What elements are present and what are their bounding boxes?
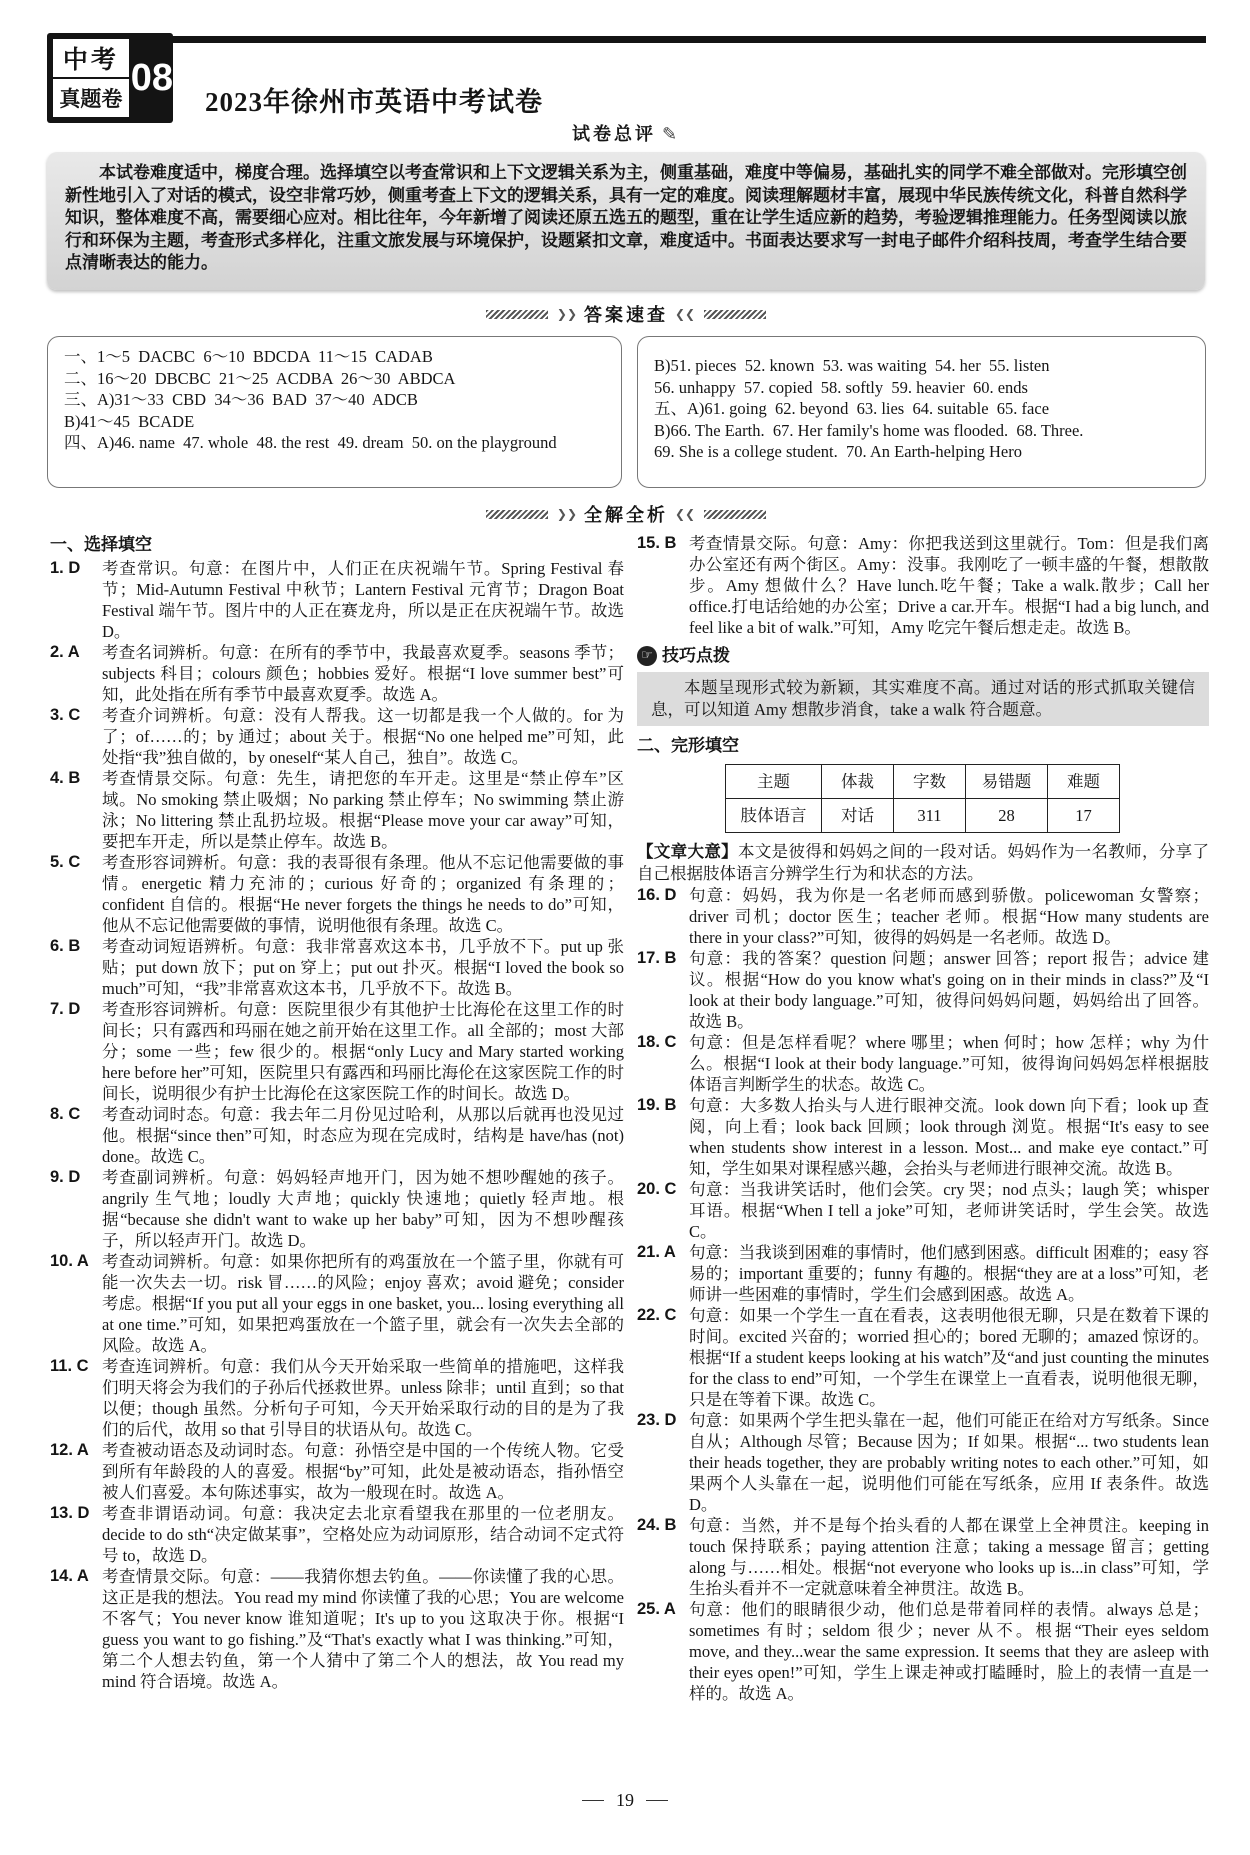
answer-line: 二、16～20 DBCBC 21～25 ACDBA 26～30 ABDCA: [64, 368, 456, 388]
item-number: 5. C: [50, 853, 81, 871]
item-number: 21. A: [637, 1243, 676, 1261]
answer-line: 69. She is a college student. 70. An Earth-helping Hero: [654, 442, 1022, 462]
item-number: 2. A: [50, 643, 80, 661]
item-number: 7. D: [50, 1000, 81, 1018]
item-number: 18. C: [637, 1033, 677, 1051]
item-number: 11. C: [50, 1357, 89, 1375]
explanation-item: [637, 1095, 1209, 1179]
summary-text: 本文是彼得和妈妈之间的一段对话。妈妈作为一名教师，分享了自己根据肢体语言分辨学生行为和状态的方法。: [637, 842, 1209, 883]
item-number: 3. C: [50, 706, 81, 724]
badge-number: 08: [130, 56, 173, 99]
item-text: 考查连词辨析。句意：我们从今天开始采取一些简单的措施吧，这样我们明天将会为我们的子孙后代拯救世界。unless 除非；until 直到；so that 以便；though 虽然。分析句子可知，今天开始采取行动的目的是为了我们的后代，故用 so that 引导目的状语从句。故选 C。: [102, 1357, 624, 1439]
item-text: 考查介词辨析。句意：没有人帮我。这一切都是我一个人做的。for 为了；of……的；by 通过；about 关于。根据“No one helped me”可知，此处指“我”独自做的，by oneself“某人自己，独自”。故选 C。: [102, 706, 624, 767]
item-text: 句意：但是怎样看呢？where 哪里；when 何时；how 怎样；why 为什么。根据“I look at their body language.”可知，彼得询问妈妈怎样根据肢体语言判断学生的状态。故选 C。: [689, 1033, 1209, 1094]
dash-decoration-right: [646, 1800, 668, 1802]
item-text: 考查名词辨析。句意：在所有的季节中，我最喜欢夏季。seasons 季节；subjects 科目；colours 颜色；hobbies 爱好。根据“I love summer best”可知，此处指在所有季节中最喜欢夏季。故选 A。: [102, 643, 624, 704]
section-heading-choice: 一、选择填空: [50, 535, 152, 554]
badge-bottom-text: 真题卷: [53, 77, 129, 117]
explanation-item: [637, 1599, 1209, 1704]
explanation-item: [50, 1251, 624, 1356]
explanation-item: [50, 558, 624, 642]
table-cell: 28: [966, 799, 1048, 833]
answer-line: B)41～45 BCADE: [64, 411, 195, 431]
review-text: 本试卷难度适中，梯度合理。选择填空以考查常识和上下文逻辑关系为主，侧重基础，难度中等偏易，基础扎实的同学不难全部做对。完形填空创新性地引入了对话的模式，设空非常巧妙，侧重考查上下文的逻辑关系，具有一定的难度。阅读理解题材丰富，展现中华民族传统文化，科普自然科学知识，整体难度不高，需要细心应对。相比往年，今年新增了阅读还原五选五的题型，重在让学生适应新的趋势，考验逻辑推理能力。任务型阅读以旅行和环保为主题，考查形式多样化，注重文旅发展与环境保护，设题紧扣文章，难度适中。书面表达要求写一封电子邮件介绍科技周，考查学生结合要点清晰表达的能力。: [65, 163, 1187, 272]
table-header-cell: 易错题: [966, 765, 1048, 799]
item-text: 考查形容词辨析。句意：医院里很少有其他护士比海伦在这里工作的时间长；只有露西和玛丽在她之前开始在这里工作。all 全部的；most 大部分；some 一些；few 很少的。根据“only Lucy and Mary started working here before her”可知，医院里只有露西和玛丽比海伦在这家医院工作的时间长，说明很少有护士比海伦在这家医院工作的时间长。故选 D。: [102, 1000, 624, 1103]
item-text: 句意：大多数人抬头与人进行眼神交流。look down 向下看；look up 查阅，向上看；look back 回顾；look through 浏览。根据“It's easy to see when students show interest in a lesson. Most... and make eye contact.”可知，学生如果对课程感兴趣，会抬头与老师进行眼神交流。故选 B。: [689, 1096, 1209, 1178]
item-number: 14. A: [50, 1567, 89, 1585]
answers-heading-bar: [47, 302, 1205, 326]
explanation-item: [50, 936, 624, 999]
explanation-item: [50, 1167, 624, 1251]
explanation-item: [637, 1179, 1209, 1242]
item-number: 22. C: [637, 1306, 677, 1324]
item-text: 考查动词时态。句意：我去年二月份见过哈利，从那以后就再也没见过他。根据“since then”可知，时态应为现在完成时，结构是 have/has (not) done。故选 C。: [102, 1105, 624, 1166]
item-number: 25. A: [637, 1600, 676, 1618]
header-rule: [170, 36, 1206, 43]
badge-label-box: [51, 37, 131, 119]
item-text: 句意：当我讲笑话时，他们会笑。cry 哭；nod 点头；laugh 笑；whisper 耳语。根据“When I tell a joke”可知，老师讲笑话时，学生会笑。故选 C。: [689, 1180, 1209, 1241]
answer-line: 三、A)31～33 CBD 34～36 BAD 37～40 ADCB: [64, 390, 418, 410]
explanation-item: [637, 1515, 1209, 1599]
item-text: 考查常识。句意：在图片中，人们正在庆祝端午节。Spring Festival 春节；Mid-Autumn Festival 中秋节；Lantern Festival 元宵节；Dragon Boat Festival 端午节。图片中的人正在赛龙舟，所以是正在庆祝端午节。故选 D。: [102, 559, 624, 641]
item-text: 考查情景交际。句意：先生，请把您的车开走。这里是“禁止停车”区域。No smoking 禁止吸烟；No parking 禁止停车；No swimming 禁止游泳；No littering 禁止乱扔垃圾。根据“Please move your car away”可知，要把车开走，所以是禁止停车。故选 B。: [102, 769, 624, 851]
item-number: 6. B: [50, 937, 81, 955]
review-label: 试卷总评: [571, 124, 656, 144]
explanation-item: [637, 1242, 1209, 1305]
pen-icon: ✎: [661, 124, 681, 144]
answer-line: B)51. pieces 52. known 53. was waiting 54. her 55. listen: [654, 356, 1050, 375]
item-number: 12. A: [50, 1441, 89, 1459]
summary-label: 【文章大意】: [637, 843, 738, 861]
explanation-item: [637, 1032, 1209, 1095]
tip-heading: [637, 644, 1209, 668]
table-header-row: [726, 765, 1120, 799]
table-cell: 17: [1048, 799, 1120, 833]
item-text: 考查非谓语动词。句意：我决定去北京看望我在那里的一位老朋友。decide to do sth“决定做某事”，空格处应为动词原形，结合动词不定式符号 to，故选 D。: [102, 1504, 624, 1565]
hatch-decoration-right: [704, 510, 766, 519]
explanation-item: [637, 885, 1209, 948]
item-number: 10. A: [50, 1252, 89, 1270]
analysis-heading-bar: [47, 502, 1205, 526]
table-header-cell: 字数: [894, 765, 966, 799]
hatch-decoration-left: [486, 310, 548, 319]
item-number: 24. B: [637, 1516, 677, 1534]
item-text: 句意：妈妈，我为你是一名老师而感到骄傲。policewoman 女警察；driver 司机；doctor 医生；teacher 老师。根据“How many students are there in your class?”可知，彼得的妈妈是一名老师。故选 D。: [689, 886, 1209, 947]
page-title: 2023年徐州市英语中考试卷: [205, 87, 543, 117]
item-text: 考查被动语态及动词时态。句意：孙悟空是中国的一个传统人物。它受到所有年龄段的人的喜爱。根据“by”可知，此处是被动语态，指孙悟空被人们喜爱。本句陈述事实，故为一般现在时。故选 A。: [102, 1441, 624, 1502]
analysis-heading: 全解全析: [584, 505, 668, 525]
explanation-item: [50, 705, 624, 768]
explanation-item: [50, 1503, 624, 1566]
item-number: 15. B: [637, 534, 677, 552]
answer-line: B)66. The Earth. 67. Her family's home was flooded. 68. Three.: [654, 420, 1084, 440]
explanation-item: [637, 1305, 1209, 1410]
item-number: 13. D: [50, 1504, 90, 1522]
item-number: 8. C: [50, 1105, 81, 1123]
explanation-item: [637, 533, 1209, 638]
table-row: [726, 799, 1120, 833]
hatch-decoration-right: [704, 310, 766, 319]
chevron-left-icon: ❮❮: [675, 307, 696, 321]
answer-key-left: [47, 336, 622, 488]
item-text: 句意：当然，并不是每个抬头看的人都在课堂上全神贯注。keeping in touch 保持联系；paying attention 注意；taking a message 留言；getting along 与……相处。根据“not everyone who looks up is...in class”可知，学生抬头看并不一定就意味着全神贯注。故选 B。: [689, 1516, 1209, 1598]
item-number: 16. D: [637, 886, 677, 904]
item-number: 19. B: [637, 1096, 677, 1114]
chevron-right-icon: ❯❯: [556, 307, 577, 321]
explanation-item: [50, 642, 624, 705]
item-text: 句意：如果两个学生把头靠在一起，他们可能正在给对方写纸条。Since 自从；Although 尽管；Because 因为；If 如果。根据“... two students lean their heads together, they are probably writing notes to each other.”可知，如果两个人头靠在一起，说明他们可能在写纸条，应用 If 表条件。故选 D。: [689, 1411, 1209, 1514]
answer-line: 四、A)46. name 47. whole 48. the rest 49. dream 50. on the playground: [64, 433, 557, 453]
answer-line: 56. unhappy 57. copied 58. softly 59. heavier 60. ends: [654, 377, 1028, 397]
table-cell: 311: [894, 799, 966, 833]
chevron-right-icon: ❯❯: [556, 507, 577, 521]
item-number: 23. D: [637, 1411, 677, 1429]
hatch-decoration-left: [486, 510, 548, 519]
section-heading-cloze: 二、完形填空: [637, 736, 739, 755]
page-number: 19: [616, 1790, 634, 1810]
review-box: [47, 152, 1205, 290]
item-number: 1. D: [50, 559, 81, 577]
review-heading: [47, 120, 1205, 146]
pointing-hand-icon: ☞: [637, 646, 657, 666]
badge-top-text: 中考: [62, 46, 119, 74]
item-number: 4. B: [50, 769, 81, 787]
explanation-item: [50, 1356, 624, 1440]
explanation-item: [50, 999, 624, 1104]
item-text: 考查情景交际。句意：——我猜你想去钓鱼。——你读懂了我的心思。这正是我的想法。You read my mind 你读懂了我的心思；You are welcome 不客气；You never know 谁知道呢；It's up to you 这取决于你。根据“I guess you want to go fishing.”及“That's exactly what I was thinking.”可知，第二个人想去钓鱼，第一个人猜中了第二个人的想法，故 You read my mind 符合语境。故选 A。: [102, 1567, 624, 1691]
table-header-cell: 难题: [1048, 765, 1120, 799]
item-text: 句意：我的答案？question 问题；answer 回答；report 报告；advice 建议。根据“How do you know what's going on in their minds in class?”及“I look at their body language.”可知，彼得问妈妈问题，妈妈给出了回答。故选 B。: [689, 949, 1209, 1031]
passage-info-table: [725, 764, 1120, 833]
item-text: 考查情景交际。句意：Amy：你把我送到这里就行。Tom：但是我们离办公室还有两个街区。Amy：没事。我刚吃了一顿丰盛的午餐，想散散步。Amy 想做什么？Have lunch.吃午餐；Take a walk.散步；Call her office.打电话给她的办公室；Drive a car.开车。根据“I had a big lunch, and feel like a bit of walk.”可知，Amy 吃完午餐后想走走。故选 B。: [689, 534, 1209, 637]
explanation-item: [50, 852, 624, 936]
tip-box: 本题呈现形式较为新颖，其实难度不高。通过对话的形式抓取关键信息，可以知道 Amy 想散步消食，take a walk 符合题意。: [637, 672, 1209, 726]
explanation-item: [50, 1440, 624, 1503]
item-text: 考查动词短语辨析。句意：我非常喜欢这本书，几乎放不下。put up 张贴；put down 放下；put on 穿上；put out 扑灭。根据“I loved the book so much”可知，“我”非常喜欢这本书，几乎放不下。故选 B。: [102, 937, 624, 998]
dash-decoration-left: [582, 1800, 604, 1802]
explanation-item: [50, 1566, 624, 1692]
item-text: 考查形容词辨析。句意：我的表哥很有条理。他从不忘记他需要做的事情。energetic 精力充沛的；curious 好奇的；organized 有条理的；confident 自信的。根据“He never forgets the things he needs to do”可知，他从不忘记他需要做的事情，说明他很有条理。故选 C。: [102, 853, 624, 935]
answers-heading: 答案速查: [584, 305, 668, 325]
item-text: 句意：当我谈到困难的事情时，他们感到困惑。difficult 困难的；easy 容易的；important 重要的；funny 有趣的。根据“they are at a loss”可知，老师讲一些困难的事情时，学生们会感到困惑。故选 A。: [689, 1243, 1209, 1304]
answer-line: 一、1～5 DACBC 6～10 BDCDA 11～15 CADAB: [64, 347, 433, 366]
explanation-item: [50, 768, 624, 852]
item-text: 考查动词辨析。句意：如果你把所有的鸡蛋放在一个篮子里，你就有可能一次失去一切。risk 冒……的风险；enjoy 喜欢；avoid 避免；consider 考虑。根据“If you put all your eggs in one basket, you... losing everything all at one time.”可知，如果把鸡蛋放在一个篮子里，就会有一次失去全部的风险。故选 A。: [102, 1252, 624, 1355]
explanation-item: [637, 948, 1209, 1032]
item-text: 考查副词辨析。句意：妈妈轻声地开门，因为她不想吵醒她的孩子。angrily 生气地；loudly 大声地；quickly 快速地；quietly 轻声地。根据“because she didn't want to wake up her baby”可知，因为不想吵醒孩子，所以轻声开门。故选 D。: [102, 1168, 624, 1250]
table-header-cell: 主题: [726, 765, 822, 799]
explanation-item: [50, 1104, 624, 1167]
answer-key-right: [637, 336, 1206, 488]
item-number: 17. B: [637, 949, 677, 967]
left-column: [50, 533, 624, 1783]
tip-title: 技巧点拨: [662, 646, 730, 665]
page-number-footer: [0, 1790, 1250, 1811]
item-number: 9. D: [50, 1168, 81, 1186]
table-cell: 肢体语言: [726, 799, 822, 833]
chevron-left-icon: ❮❮: [675, 507, 696, 521]
item-text: 句意：如果一个学生一直在看表，这表明他很无聊，只是在数着下课的时间。excited 兴奋的；worried 担心的；bored 无聊的；amazed 惊讶的。根据“If a student keeps looking at his watch”及“and just counting the minutes for the class to end”可知，一个学生在课堂上一直看表，说明他很无聊，只是在等着下课。故选 C。: [689, 1306, 1209, 1409]
item-text: 句意：他们的眼睛很少动，他们总是带着同样的表情。always 总是；sometimes 有时；seldom 很少；never 从不。根据“Their eyes seldom move, and they...wear the same expression. It seems that they are asleep with their eyes open!”可知，学生上课走神或打瞌睡时，脸上的表情一直是一样的。故选 A。: [689, 1600, 1209, 1703]
answer-line: 五、A)61. going 62. beyond 63. lies 64. suitable 65. face: [654, 399, 1050, 419]
article-summary: [637, 841, 1209, 884]
explanation-item: [637, 1410, 1209, 1515]
exam-badge: [47, 33, 173, 123]
item-number: 20. C: [637, 1180, 677, 1198]
passage-info-table-wrap: [725, 764, 1209, 833]
right-column: [637, 533, 1209, 1783]
table-header-cell: 体裁: [822, 765, 894, 799]
table-cell: 对话: [822, 799, 894, 833]
